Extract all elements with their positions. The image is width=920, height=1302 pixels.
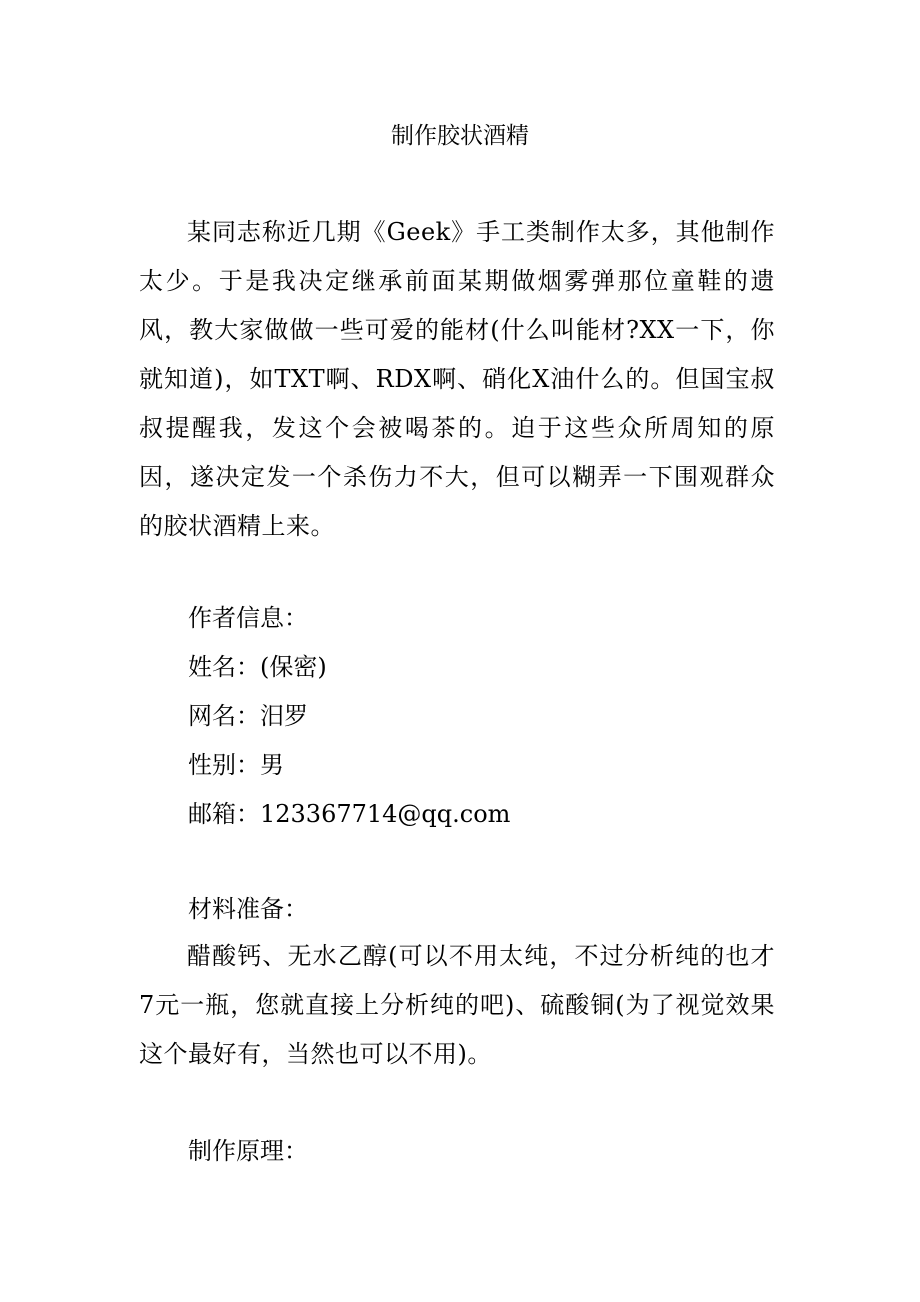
principle-heading: 制作原理： [188, 1137, 308, 1165]
author-gender-line: 性别：男 [188, 751, 284, 779]
author-nickname-line: 网名：汨罗 [188, 702, 308, 730]
author-email-line: 邮箱：123367714@qq.com [188, 800, 511, 828]
author-info-heading: 作者信息： [188, 604, 308, 632]
document-title: 制作胶状酒精 [391, 123, 529, 149]
materials-heading: 材料准备： [188, 895, 308, 923]
materials-paragraph: 醋酸钙、无水乙醇(可以不用太纯，不过分析纯的也才7元一瓶，您就直接上分析纯的吧)、硫酸铜(为了视觉效果这个最好有，当然也可以不用)。 [139, 942, 775, 1068]
author-name-line: 姓名：(保密) [188, 653, 327, 681]
intro-paragraph: 某同志称近几期《Geek》手工类制作太多，其他制作太少。于是我决定继承前面某期做烟雾弹那位童鞋的遗风，教大家做做一些可爱的能材(什么叫能材?XX一下，你就知道)，如TXT啊、RDX啊、硝化X油什么的。但国宝叔叔提醒我，发这个会被喝茶的。迫于这些众所周知的原因，遂决定发一个杀伤力不大，但可以糊弄一下围观群众的胶状酒精上来。 [139, 218, 775, 540]
